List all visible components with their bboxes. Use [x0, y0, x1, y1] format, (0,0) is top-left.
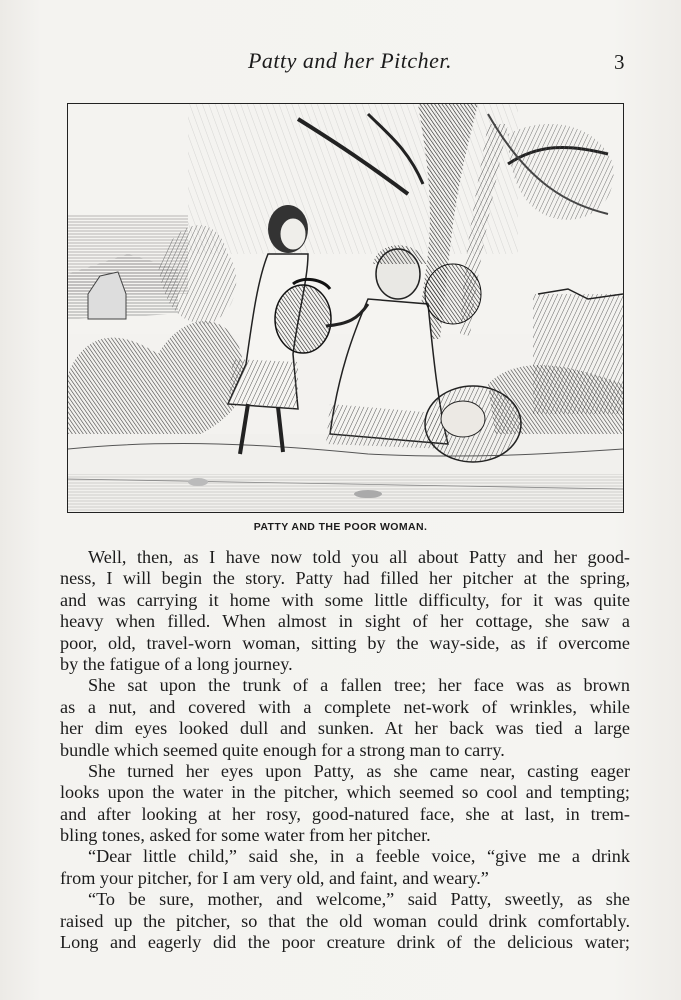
- text-line: heavy when filled. When almost in sight of her cottage, she saw a: [60, 611, 630, 632]
- text-line: ness, I will begin the story. Patty had filled her pitcher at the spring,: [60, 568, 630, 589]
- illustration-caption: PATTY AND THE POOR WOMAN.: [253, 521, 428, 533]
- text-line: Well, then, as I have now told you all about Patty and her good-: [88, 547, 630, 567]
- text-line: raised up the pitcher, so that the old woman could drink comfortably.: [60, 910, 630, 931]
- text-line: her dim eyes looked dull and sunken. At her back was tied a large: [60, 718, 630, 739]
- running-title: Patty and her Pitcher.: [247, 48, 453, 73]
- running-head: [0, 48, 681, 78]
- engraving-artwork: [68, 104, 623, 512]
- text-line: looks upon the water in the pitcher, which seemed so cool and tempting;: [60, 782, 630, 803]
- text-line: She sat upon the trunk of a fallen tree; her face was as brown: [88, 675, 630, 696]
- text-line: from your pitcher, for I am very old, and faint, and weary.”: [60, 867, 489, 888]
- text-line: bling tones, asked for some water from her pitcher.: [60, 825, 431, 846]
- text-line: She turned her eyes upon Patty, as she came near, casting eager: [88, 760, 630, 781]
- engraving-illustration: [67, 103, 624, 513]
- text-line: Long and eagerly did the poor creature drink of the delicious water;: [60, 932, 630, 953]
- text-line: and was carrying it home with some little difficulty, for it was quite: [60, 589, 630, 610]
- text-line: “Dear little child,” said she, in a feeble voice, “give me a drink: [88, 846, 630, 867]
- text-line: by the fatigue of a long journey.: [60, 653, 293, 674]
- text-line: as a nut, and covered with a complete net-work of wrinkles, while: [60, 696, 630, 717]
- text-line: poor, old, travel-worn woman, sitting by the way-side, as if overcome: [60, 632, 630, 653]
- text-line: and after looking at her rosy, good-natured face, she at last, in trem-: [60, 803, 630, 824]
- body-text: [60, 547, 630, 953]
- text-line: “To be sure, mother, and welcome,” said Patty, sweetly, as she: [88, 889, 630, 910]
- page-number: 3: [614, 50, 625, 74]
- text-line: bundle which seemed quite enough for a strong man to carry.: [60, 739, 505, 760]
